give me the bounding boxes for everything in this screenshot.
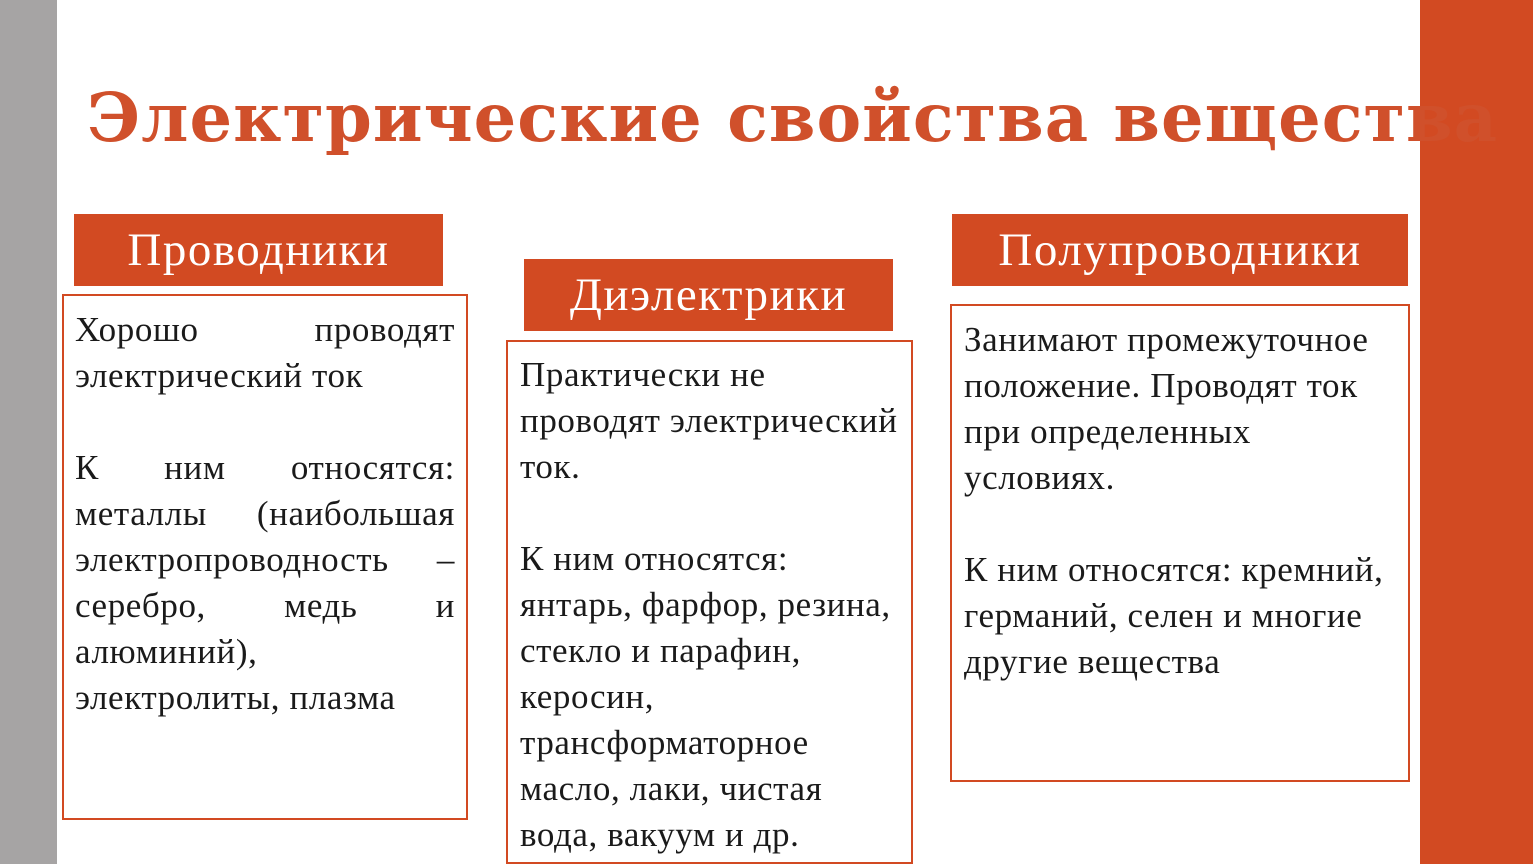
conductors-description-box	[62, 294, 468, 820]
left-decor-bar	[0, 0, 57, 864]
dielectrics-description-box	[506, 340, 913, 864]
semiconductors-property-text: Занимают промежуточное положение. Проводят ток при определенных условиях.	[964, 320, 1369, 497]
conductors-examples-text: К ним относятся: металлы (наибольшая электропроводность – серебро, медь и алюминий), электролиты, плазма	[75, 448, 455, 717]
paragraph-gap	[520, 490, 901, 536]
slide-title: Электрические свойства вещества	[87, 78, 1499, 157]
dielectrics-examples-text: К ним относятся: янтарь, фарфор, резина, стекло и парафин, керосин, трансформаторное масло, лаки, чистая вода, вакуум и др.	[520, 539, 891, 854]
dielectrics-property-text: Практически не проводят электрический ток.	[520, 355, 898, 486]
semiconductors-examples-text: К ним относятся: кремний, германий, селен и многие другие вещества	[964, 550, 1384, 681]
paragraph-gap	[75, 399, 455, 445]
paragraph-gap	[964, 501, 1384, 547]
semiconductors-heading: Полупроводники	[952, 214, 1408, 286]
conductors-heading: Проводники	[74, 214, 443, 286]
dielectrics-heading: Диэлектрики	[524, 259, 893, 331]
conductors-property-text: Хорошо проводят электрический ток	[75, 310, 455, 395]
semiconductors-description-box	[950, 304, 1410, 782]
